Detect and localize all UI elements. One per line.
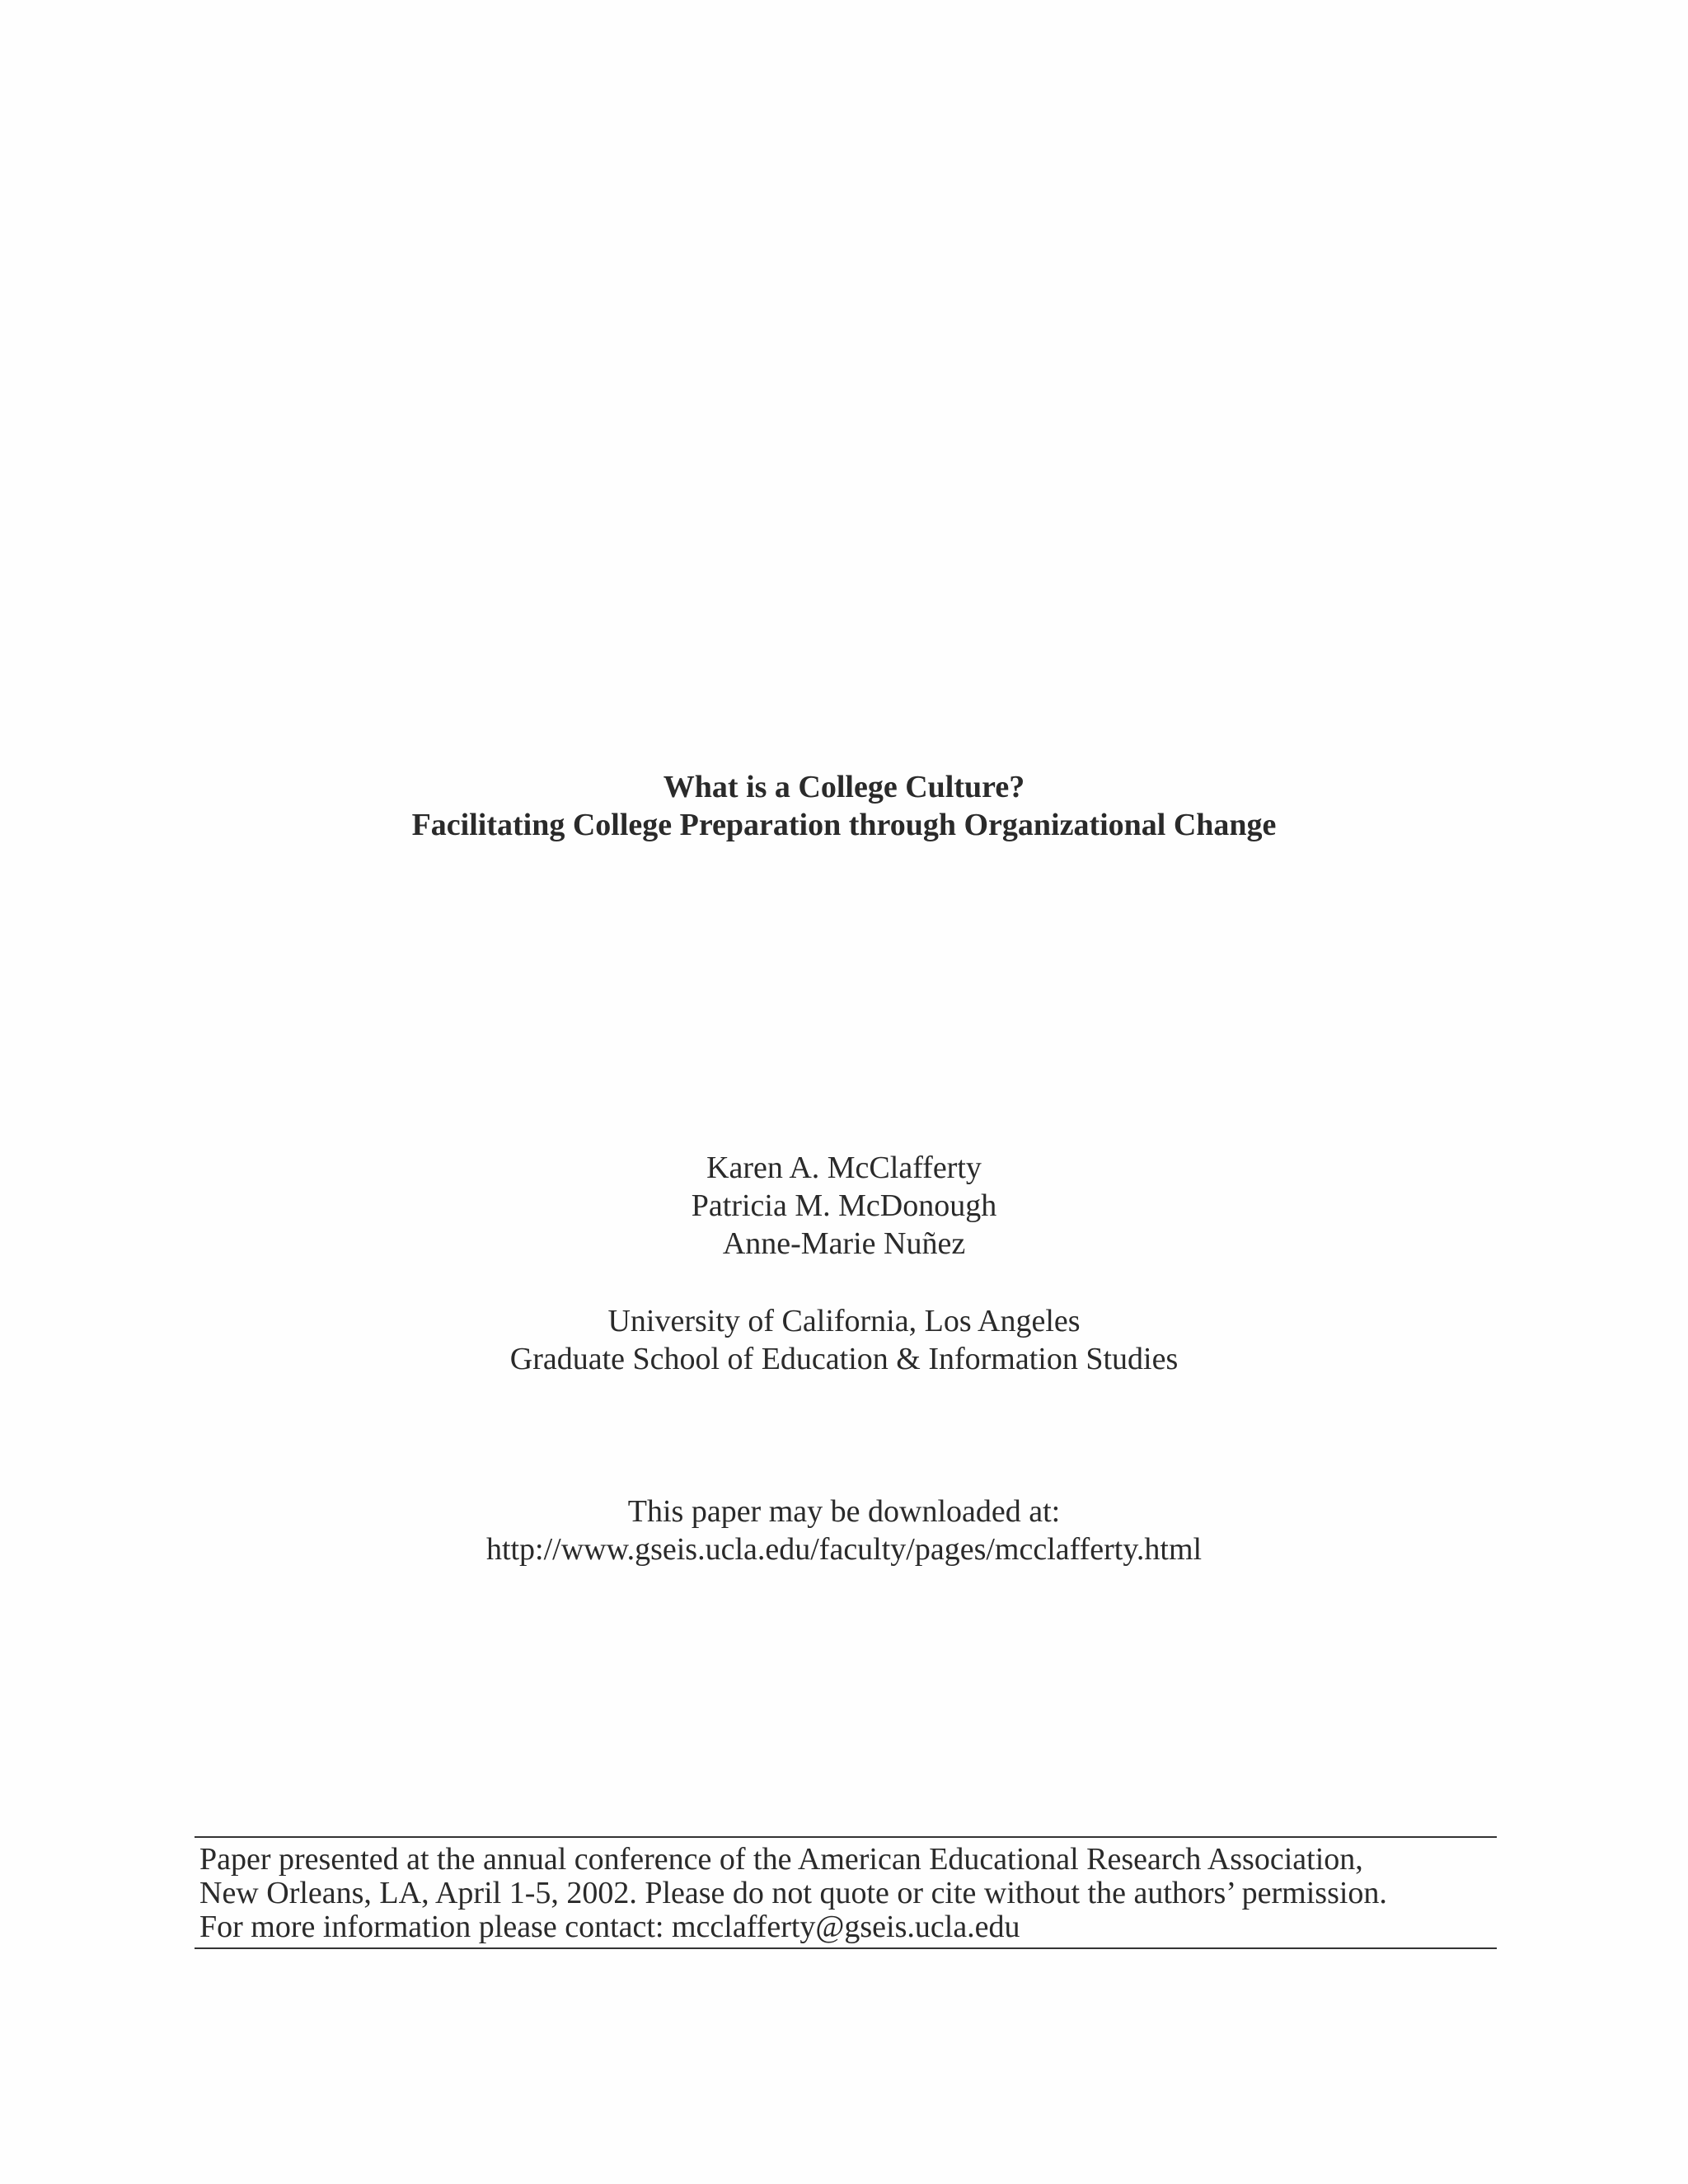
paper-title [0, 768, 1688, 844]
school-name: Graduate School of Education & Information Studies [509, 1342, 1179, 1376]
footnote-line-1: Paper presented at the annual conference of the American Educational Research Association, [199, 1842, 1363, 1877]
download-url[interactable]: http://www.gseis.ucla.edu/faculty/pages/mcclafferty.html [485, 1532, 1203, 1567]
affiliation [0, 1302, 1688, 1378]
footnote-line-2: New Orleans, LA, April 1-5, 2002. Please do not quote or cite without the authors’ permission. [199, 1876, 1387, 1910]
author-list [0, 1149, 1688, 1263]
download-info [0, 1493, 1688, 1568]
footnote-line-3: For more information please contact: mcclafferty@gseis.ucla.edu [199, 1910, 1020, 1944]
download-text: This paper may be downloaded at: [627, 1494, 1061, 1529]
presentation-footnote [195, 1836, 1497, 1949]
author-name: Anne-Marie Nuñez [722, 1226, 966, 1261]
university-name: University of California, Los Angeles [607, 1304, 1081, 1338]
author-name: Karen A. McClafferty [706, 1151, 982, 1185]
title-line-1: What is a College Culture? [663, 770, 1025, 804]
author-name: Patricia M. McDonough [691, 1188, 997, 1223]
title-line-2: Facilitating College Preparation through Organizational Change [411, 808, 1277, 842]
